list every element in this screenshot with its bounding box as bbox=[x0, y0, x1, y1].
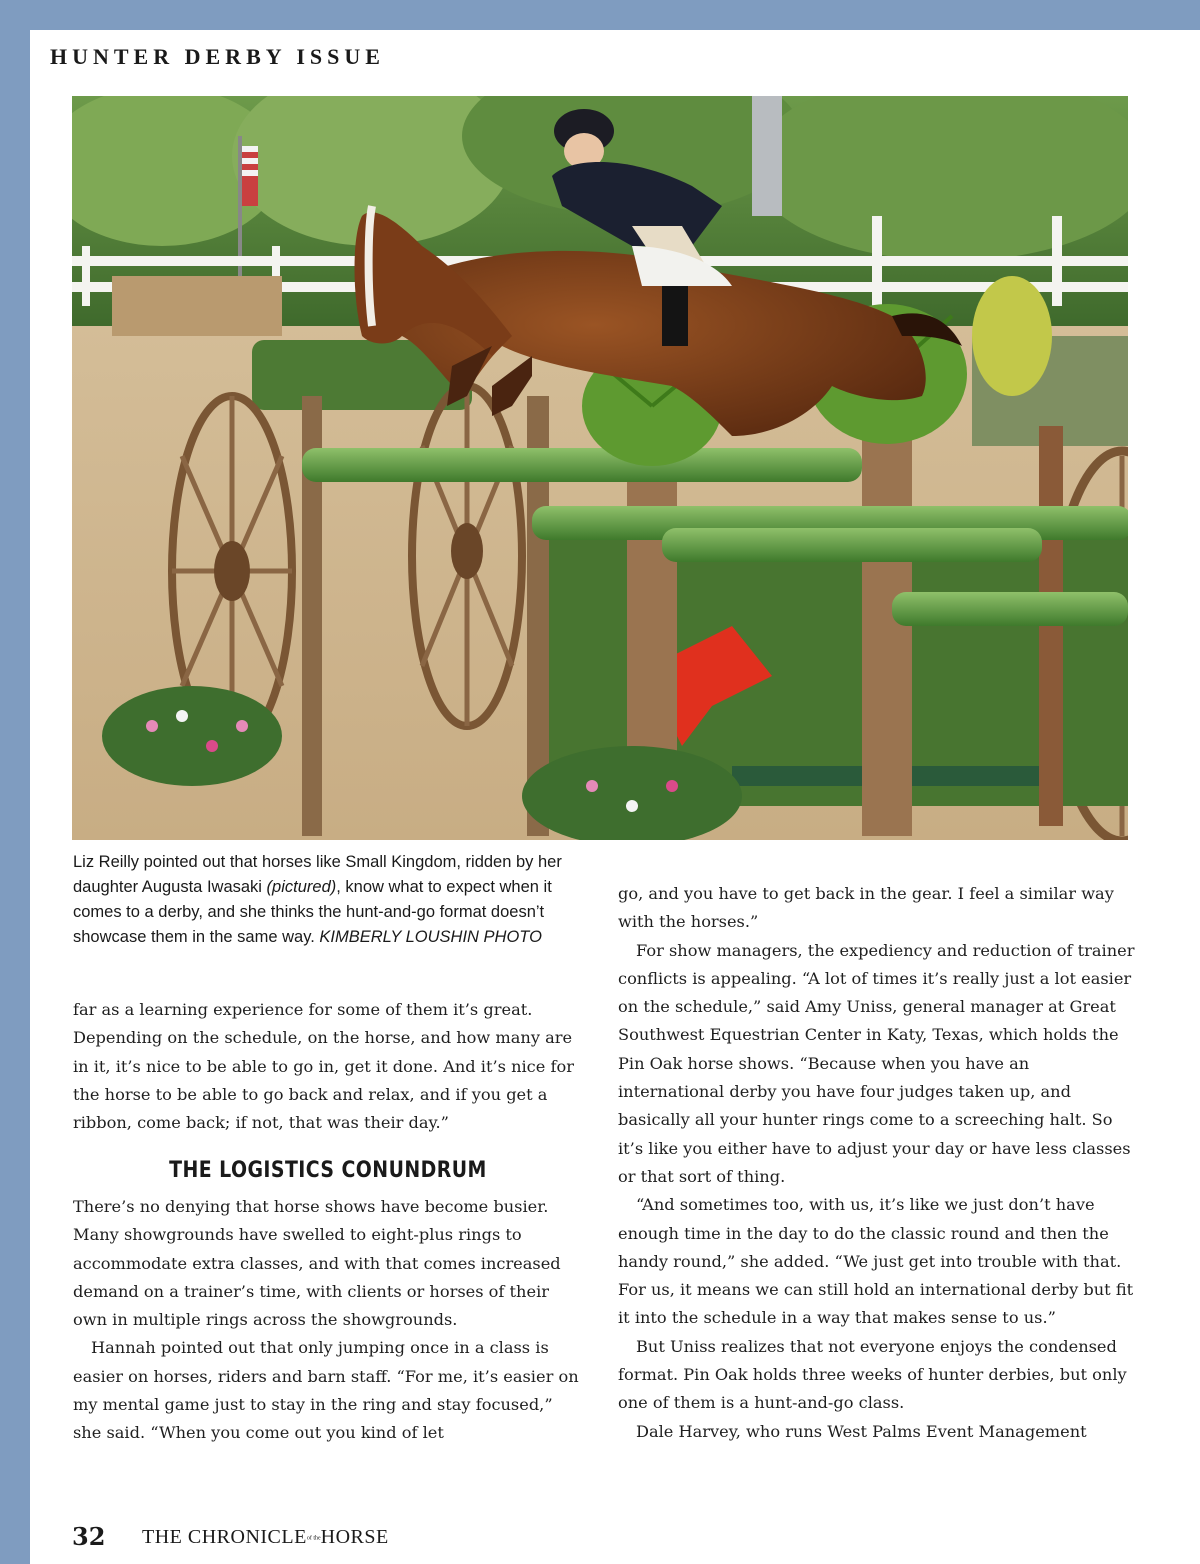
page-number: 32 bbox=[72, 1522, 106, 1551]
body-paragraph: Hannah pointed out that only jumping once in a class is easier on horses, riders and barn staff. “For me, it’s easier on my mental game just to stay in the ring and stay focused,” she said. “When you come out you kind of let bbox=[73, 1338, 579, 1443]
caption-text-cont: , know what to expect when it comes to a derby, and she thinks the hunt-and-go format doesn’t showcase them in the same way. bbox=[73, 878, 552, 946]
left-column-bottom bbox=[73, 1193, 583, 1448]
photo-caption bbox=[73, 850, 573, 950]
body-paragraph: For show managers, the expediency and reduction of trainer conflicts is appealing. “A lot of times it’s really just a lot easier on the schedule,” said Amy Uniss, general manager at Great Southwest Equestrian Center in Katy, Texas, which holds the Pin Oak horse shows. “Because when you have an international derby you have four judges taken up, and basically all your hunter rings come to a screeching halt. So it’s like you either have to adjust your day or have less classes or that sort of thing. bbox=[618, 940, 1135, 1186]
magazine-title bbox=[142, 1526, 389, 1549]
body-paragraph: go, and you have to get back in the gear. I feel a similar way with the horses.” bbox=[618, 884, 1114, 932]
left-column-top bbox=[73, 996, 583, 1137]
mag-title-part2: HORSE bbox=[320, 1526, 389, 1548]
photo-credit: KIMBERLY LOUSHIN PHOTO bbox=[319, 928, 542, 946]
photo-illustration bbox=[72, 96, 1128, 840]
magazine-page bbox=[30, 30, 1200, 1564]
section-header: HUNTER DERBY ISSUE bbox=[50, 44, 385, 69]
caption-text: Liz Reilly pointed out that horses like Small Kingdom, ridden by her daughter Augusta Iwasaki bbox=[73, 853, 562, 896]
right-column bbox=[618, 880, 1138, 1446]
horse-jumping-photo bbox=[72, 96, 1128, 840]
body-paragraph: far as a learning experience for some of them it’s great. Depending on the schedule, on the horse, and how many are in it, it’s nice to be able to go in, get it done. And it’s nice for the horse to be able to go back and relax, and if you get a ribbon, come back; if not, that was their day.” bbox=[73, 1000, 574, 1133]
body-paragraph: “And sometimes too, with us, it’s like we just don’t have enough time in the day to do the classic round and then the handy round,” she added. “We just get into trouble with that. For us, it means we can still hold an international derby but fit it into the schedule in a way that makes sense to us.” bbox=[618, 1195, 1134, 1328]
mag-title-small: of the bbox=[306, 1535, 321, 1542]
body-paragraph: But Uniss realizes that not everyone enjoys the condensed format. Pin Oak holds three weeks of hunter derbies, but only one of them is a hunt-and-go class. bbox=[618, 1336, 1127, 1413]
body-paragraph: Dale Harvey, who runs West Palms Event Management bbox=[636, 1421, 1087, 1441]
mag-title-part1: THE CHRONICLE bbox=[142, 1526, 307, 1548]
body-paragraph: There’s no denying that horse shows have become busier. Many showgrounds have swelled to eight-plus rings to accommodate extra classes, and with that comes increased demand on a trainer’s time, with clients or horses of their own in multiple rings across the showgrounds. bbox=[73, 1197, 561, 1330]
caption-italic-note: (pictured) bbox=[266, 878, 337, 896]
section-subhead: THE LOGISTICS CONUNDRUM bbox=[169, 1158, 487, 1183]
